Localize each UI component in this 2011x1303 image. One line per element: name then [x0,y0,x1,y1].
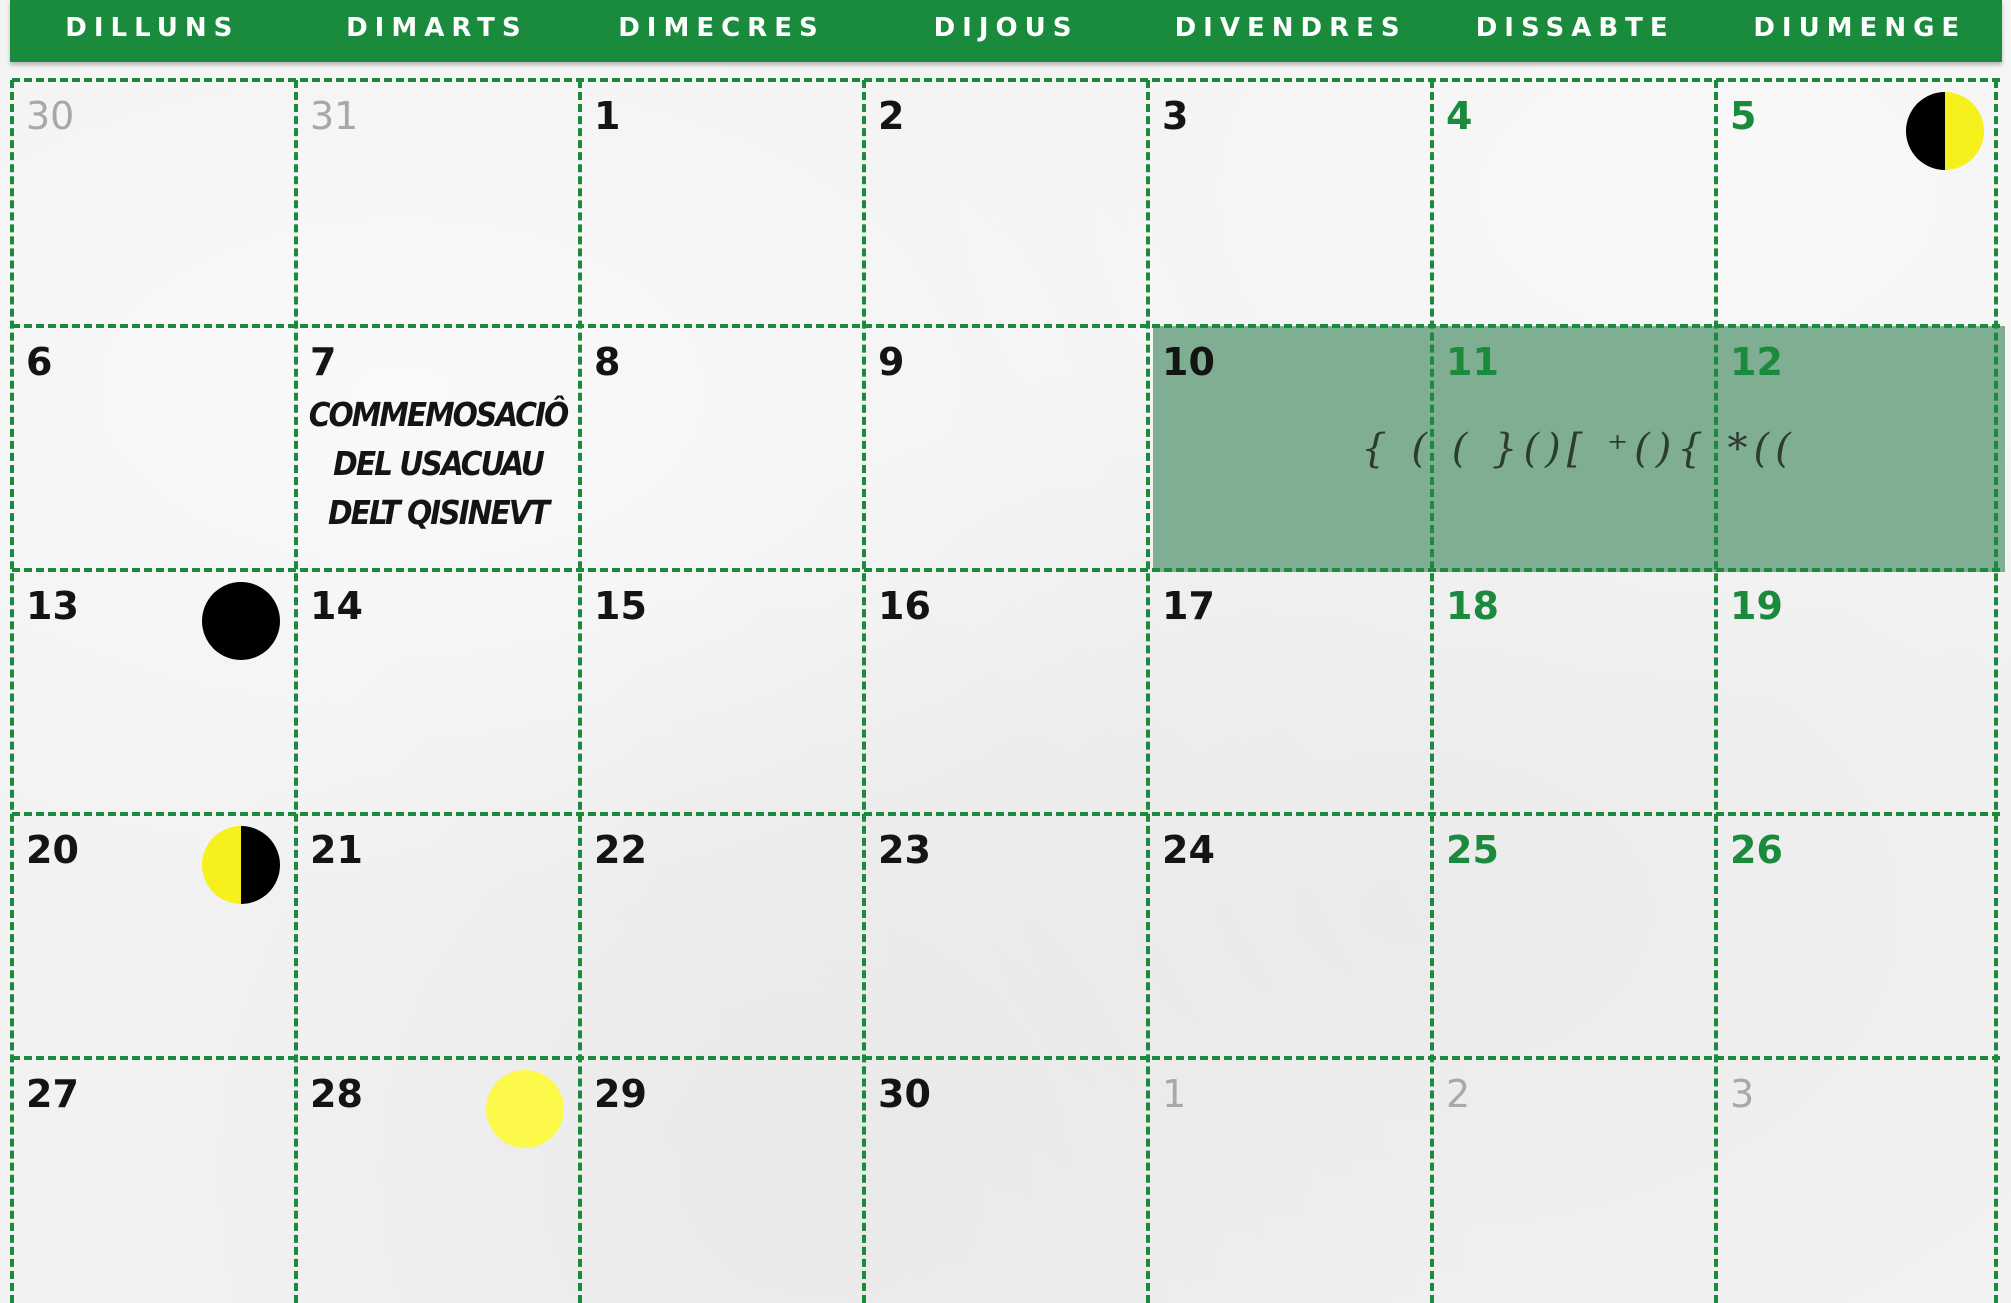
day-number: 10 [1162,340,1215,384]
day-cell[interactable] [1716,1058,2000,1303]
day-number: 31 [310,94,359,138]
day-cell[interactable] [12,80,296,326]
day-cell[interactable] [1432,80,1716,326]
event-label-line: COMMEMOSACIÔ [308,395,568,434]
day-number: 30 [878,1072,931,1116]
day-number: 19 [1730,584,1783,628]
day-cell[interactable] [296,1058,580,1303]
day-cell[interactable] [1432,814,1716,1058]
day-number: 25 [1446,828,1499,872]
day-number: 7 [310,340,337,384]
day-cell[interactable] [580,80,864,326]
day-cell[interactable] [12,1058,296,1303]
day-number: 22 [594,828,647,872]
day-number: 24 [1162,828,1215,872]
day-cell[interactable] [580,570,864,814]
first-quarter-moon-icon [1906,92,1984,170]
day-number: 2 [1446,1072,1471,1116]
day-cell[interactable] [580,814,864,1058]
day-number: 3 [1162,94,1189,138]
day-cell[interactable] [12,570,296,814]
event-label-line: DELT QISINEVT [327,493,549,532]
day-cell[interactable] [864,1058,1148,1303]
day-cell[interactable] [296,814,580,1058]
day-cell[interactable] [1148,814,1432,1058]
day-number: 12 [1730,340,1783,384]
day-cell[interactable] [1432,326,1716,570]
day-number: 23 [878,828,931,872]
day-cell[interactable] [1148,326,1432,570]
day-cell[interactable] [580,1058,864,1303]
weekday-header-diumenge: DIUMENGE [1753,13,1967,43]
day-number: 18 [1446,584,1499,628]
day-number: 28 [310,1072,363,1116]
day-cell[interactable] [1716,80,2000,326]
day-number: 20 [26,828,79,872]
day-number: 3 [1730,1072,1755,1116]
highlighted-event-label: { ( ( }()[ ⁺(){ *(( [1361,426,1797,472]
day-cell[interactable] [296,80,580,326]
day-number: 21 [310,828,363,872]
weekday-header-dimarts: DIMARTS [346,13,528,43]
day-number: 5 [1730,94,1757,138]
weekday-header-dilluns: DILLUNS [65,13,240,43]
day-cell[interactable] [580,326,864,570]
day-number: 4 [1446,94,1473,138]
day-number: 1 [594,94,621,138]
weekday-header-dissabte: DISSABTE [1475,13,1675,43]
day-cell[interactable] [1716,326,2000,570]
event-label [296,390,580,537]
day-number: 17 [1162,584,1215,628]
weekday-header-dijous: DIJOUS [933,13,1079,43]
day-number: 15 [594,584,647,628]
day-number: 9 [878,340,905,384]
day-cell[interactable] [12,326,296,570]
day-cell[interactable] [1432,570,1716,814]
weekday-header [10,0,2002,62]
day-cell[interactable] [1148,1058,1432,1303]
day-cell[interactable] [12,814,296,1058]
day-cell[interactable] [1432,1058,1716,1303]
day-cell[interactable] [296,326,580,570]
day-number: 13 [26,584,79,628]
day-number: 14 [310,584,363,628]
day-cell[interactable] [1148,80,1432,326]
day-cell[interactable] [864,326,1148,570]
day-number: 6 [26,340,53,384]
full-moon-icon [486,1070,564,1148]
weekday-header-divendres: DIVENDRES [1174,13,1407,43]
day-cell[interactable] [864,80,1148,326]
day-cell[interactable] [1716,814,2000,1058]
day-number: 16 [878,584,931,628]
day-number: 29 [594,1072,647,1116]
day-cell[interactable] [1716,570,2000,814]
day-number: 11 [1446,340,1499,384]
day-number: 26 [1730,828,1783,872]
day-number: 2 [878,94,905,138]
new-moon-icon [202,582,280,660]
day-cell[interactable] [296,570,580,814]
day-cell[interactable] [864,570,1148,814]
day-number: 1 [1162,1072,1187,1116]
event-label-line: DEL USACUAU [333,444,543,483]
last-quarter-moon-icon [202,826,280,904]
day-cell[interactable] [1148,570,1432,814]
day-number: 27 [26,1072,79,1116]
day-cell[interactable] [864,814,1148,1058]
weekday-header-dimecres: DIMECRES [618,13,825,43]
day-number: 30 [26,94,75,138]
calendar-grid [12,80,2000,1303]
day-number: 8 [594,340,621,384]
